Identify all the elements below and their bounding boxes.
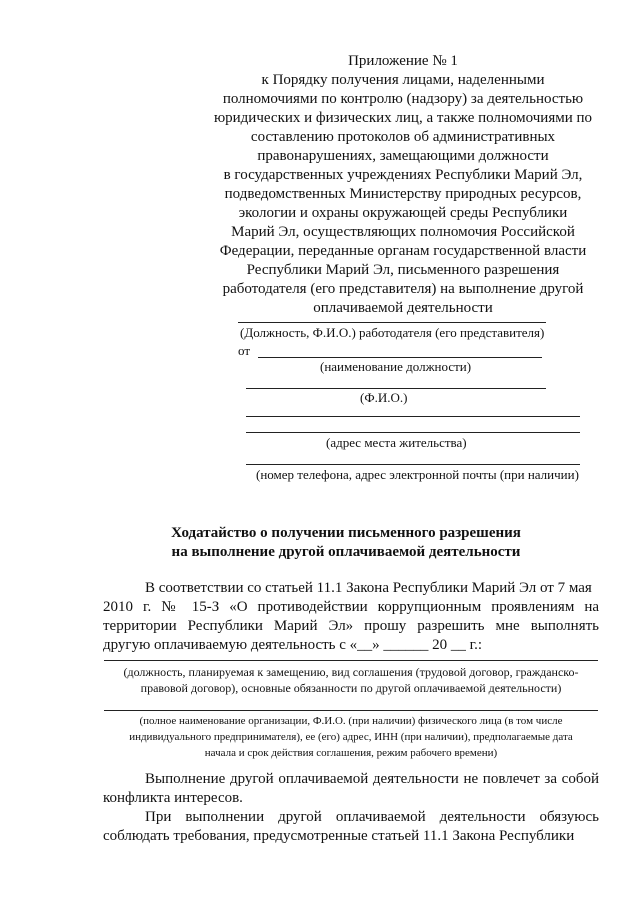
- appendix-line: Марий Эл, осуществляющих полномочия Российской: [231, 224, 575, 240]
- appendix-line: Республики Марий Эл, письменного разрешения: [246, 262, 560, 278]
- caption-line: правовой договор), основные обязанности по другой оплачиваемой деятельности): [140, 681, 562, 695]
- caption-line: начала и срок действия соглашения, режим рабочего времени): [204, 747, 498, 759]
- para-line: территории Республики Марий Эл» прошу разрешить мне выполнять: [103, 618, 599, 634]
- para-line: В соответствии со статьей 11.1 Закона Республики Марий Эл от 7 мая: [145, 580, 592, 596]
- position-fill-line[interactable]: [258, 357, 542, 358]
- appendix-line: полномочиями по контролю (надзору) за деятельностью: [222, 91, 584, 107]
- appendix-line: Федерации, переданные органам государственной власти: [219, 243, 587, 259]
- para-line: другую оплачиваемую деятельность с «__» ______ 20 __ г.:: [103, 637, 483, 653]
- fio-fill-line[interactable]: [246, 388, 546, 389]
- appendix-line: оплачиваемой деятельности: [313, 300, 493, 316]
- title-line: Ходатайство о получении письменного разрешения: [171, 525, 521, 541]
- conflict-paragraph: [103, 770, 599, 808]
- position-caption: (наименование должности): [320, 359, 472, 374]
- appendix-line: к Порядку получения лицами, наделенными: [261, 72, 545, 88]
- contact-caption: (номер телефона, адрес электронной почты (при наличии): [256, 467, 579, 482]
- title-line: на выполнение другой оплачиваемой деятельности: [171, 544, 521, 560]
- address-fill-line-2[interactable]: [246, 432, 580, 433]
- employer-fill-line[interactable]: [238, 322, 546, 323]
- contact-fill-line[interactable]: [246, 464, 580, 465]
- para-line: соблюдать требования, предусмотренные статьей 11.1 Закона Республики: [103, 828, 575, 844]
- organization-fill-line[interactable]: [104, 710, 598, 711]
- caption-line: (должность, планируемая к замещению, вид соглашения (трудовой договор, гражданско-: [123, 665, 579, 679]
- fio-caption: (Ф.И.О.): [360, 390, 408, 405]
- organization-caption: [104, 713, 598, 761]
- appendix-header: [208, 52, 598, 318]
- appendix-line: юридических и физических лиц, а также полномочиями по: [213, 110, 593, 126]
- appendix-line: правонарушениях, замещающими должности: [257, 148, 549, 164]
- obligation-paragraph: [103, 808, 599, 846]
- para-line: конфликта интересов.: [103, 790, 243, 806]
- activity-caption: [104, 664, 598, 696]
- address-caption: (адрес места жительства): [326, 435, 467, 450]
- para-line: 2010 г. № 15-З «О противодействии коррупционным проявлениям на: [103, 599, 599, 615]
- activity-fill-line[interactable]: [104, 660, 598, 661]
- caption-line: индивидуального предпринимателя), ее (его) адрес, ИНН (при наличии), предполагаемые дата: [129, 731, 573, 743]
- appendix-line: работодателя (его представителя) на выполнение другой: [222, 281, 584, 297]
- appendix-number: Приложение № 1: [348, 53, 458, 69]
- para-line: При выполнении другой оплачиваемой деятельности обязуюсь: [145, 809, 599, 825]
- petition-title: [96, 524, 596, 562]
- appendix-line: подведомственных Министерству природных ресурсов,: [224, 186, 582, 202]
- appendix-line: в государственных учреждениях Республики Марий Эл,: [223, 167, 583, 183]
- caption-line: (полное наименование организации, Ф.И.О. (при наличии) физического лица (в том числе: [139, 715, 563, 727]
- request-paragraph: [103, 579, 599, 655]
- appendix-line: экологии и охраны окружающей среды Республики: [238, 205, 568, 221]
- from-label: от: [238, 343, 251, 358]
- address-fill-line-1[interactable]: [246, 416, 580, 417]
- appendix-line: составлению протоколов об административных: [250, 129, 556, 145]
- para-line: Выполнение другой оплачиваемой деятельности не повлечет за собой: [145, 771, 599, 787]
- employer-caption: (Должность, Ф.И.О.) работодателя (его представителя): [240, 325, 545, 340]
